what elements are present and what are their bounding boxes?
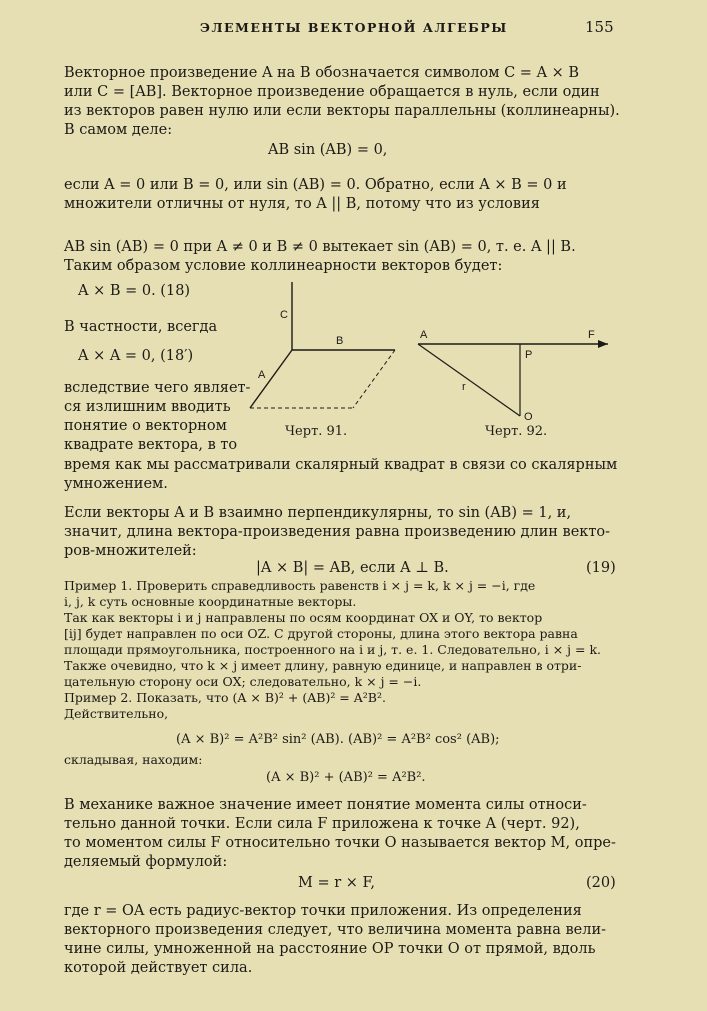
running-header: ЭЛЕМЕНТЫ ВЕКТОРНОЙ АЛГЕБРЫ <box>200 20 508 35</box>
example-line: Так как векторы i и j направлены по осям координат OX и OY, то вектор <box>64 610 543 625</box>
page-number: 155 <box>585 18 614 36</box>
point-o-label: O <box>524 411 533 423</box>
formula: AB sin (AB) = 0, <box>268 142 388 158</box>
text-line: В частности, всегда <box>64 319 218 335</box>
vector-b-label: B <box>336 335 344 347</box>
text-line: квадрате вектора, в то <box>64 437 238 453</box>
figure-92-force-moment <box>412 324 612 424</box>
formula: (A × B)² + (AB)² = A²B². <box>266 770 426 785</box>
example-line: i, j, k суть основные координатные векторы. <box>64 594 357 609</box>
figure-91-caption: Черт. 91. <box>285 424 348 439</box>
text-line: значит, длина вектора-произведения равна произведению длин векто- <box>64 524 611 540</box>
text-line: Таким образом условие коллинеарности векторов будет: <box>64 258 503 274</box>
text-line: если A = 0 или B = 0, или sin (AB) = 0. Обратно, если A × B = 0 и <box>64 177 567 193</box>
text-line: которой действует сила. <box>64 960 253 976</box>
text-line: вследствие чего являет- <box>64 380 251 396</box>
equation-18: A × B = 0. (18) <box>78 283 191 299</box>
example-line: цательную сторону оси OX; следовательно, k × j = −i. <box>64 674 422 689</box>
text-line: время как мы рассматривали скалярный квадрат в связи со скалярным <box>64 457 618 473</box>
point-p-label: P <box>525 349 533 361</box>
force-f-label: F <box>588 329 595 341</box>
text-line: Векторное произведение A на B обозначается символом C = A × B <box>64 65 580 81</box>
equation-18-prime: A × A = 0, (18′) <box>78 348 194 364</box>
example-line: Пример 2. Показать, что (A × B)² + (AB)² = A²B². <box>64 690 386 705</box>
text-line: тельно данной точки. Если сила F приложена к точке A (черт. 92), <box>64 816 580 832</box>
text-line: понятие о векторном <box>64 418 227 434</box>
equation-20-number: (20) <box>586 875 616 891</box>
example-line: [ij] будет направлен по оси OZ. С другой стороны, длина этого вектора равна <box>64 626 578 641</box>
text-line: множители отличны от нуля, то A || B, потому что из условия <box>64 196 540 212</box>
text-line: чине силы, умноженной на расстояние OP точки O от прямой, вдоль <box>64 941 596 957</box>
radius-r-label: r <box>462 381 466 393</box>
text-line: деляемый формулой: <box>64 854 228 870</box>
vector-c-label: C <box>280 309 288 321</box>
example-line: Пример 1. Проверить справедливость равенств i × j = k, k × j = −i, где <box>64 578 536 593</box>
text-line: или C = [AB]. Векторное произведение обращается в нуль, если один <box>64 84 600 100</box>
formula: (A × B)² = A²B² sin² (AB). (AB)² = A²B² cos² (AB); <box>176 732 500 747</box>
text-line: Если векторы A и B взаимно перпендикулярны, то sin (AB) = 1, и, <box>64 505 572 521</box>
text-line: где r = OA есть радиус-вектор точки приложения. Из определения <box>64 903 582 919</box>
text-line: из векторов равен нулю или если векторы параллельны (коллинеарны). <box>64 103 620 119</box>
point-a-label: A <box>420 329 428 341</box>
example-line: складывая, находим: <box>64 752 203 767</box>
example-line: площади прямоугольника, построенного на i и j, т. е. 1. Следовательно, i × j = k. <box>64 642 602 657</box>
figure-91-parallelogram <box>240 278 410 418</box>
equation-19: |A × B| = AB, если A ⊥ B. <box>256 560 449 576</box>
equation-20: M = r × F, <box>298 875 375 891</box>
text-line: AB sin (AB) = 0 при A ≠ 0 и B ≠ 0 вытекает sin (AB) = 0, т. е. A || B. <box>64 239 576 255</box>
text-line: В механике важное значение имеет понятие момента силы относи- <box>64 797 587 813</box>
vector-a-label: A <box>258 369 266 381</box>
example-line: Действительно, <box>64 706 169 721</box>
text-line: векторного произведения следует, что величина момента равна вели- <box>64 922 607 938</box>
text-line: В самом деле: <box>64 122 173 138</box>
text-line: ся излишним вводить <box>64 399 231 415</box>
example-line: Также очевидно, что k × j имеет длину, равную единице, и направлен в отри- <box>64 658 582 673</box>
equation-19-number: (19) <box>586 560 616 576</box>
text-line: ров-множителей: <box>64 543 197 559</box>
text-line: умножением. <box>64 476 168 492</box>
text-line: то моментом силы F относительно точки O называется вектор M, опре- <box>64 835 616 851</box>
figure-92-caption: Черт. 92. <box>485 424 548 439</box>
